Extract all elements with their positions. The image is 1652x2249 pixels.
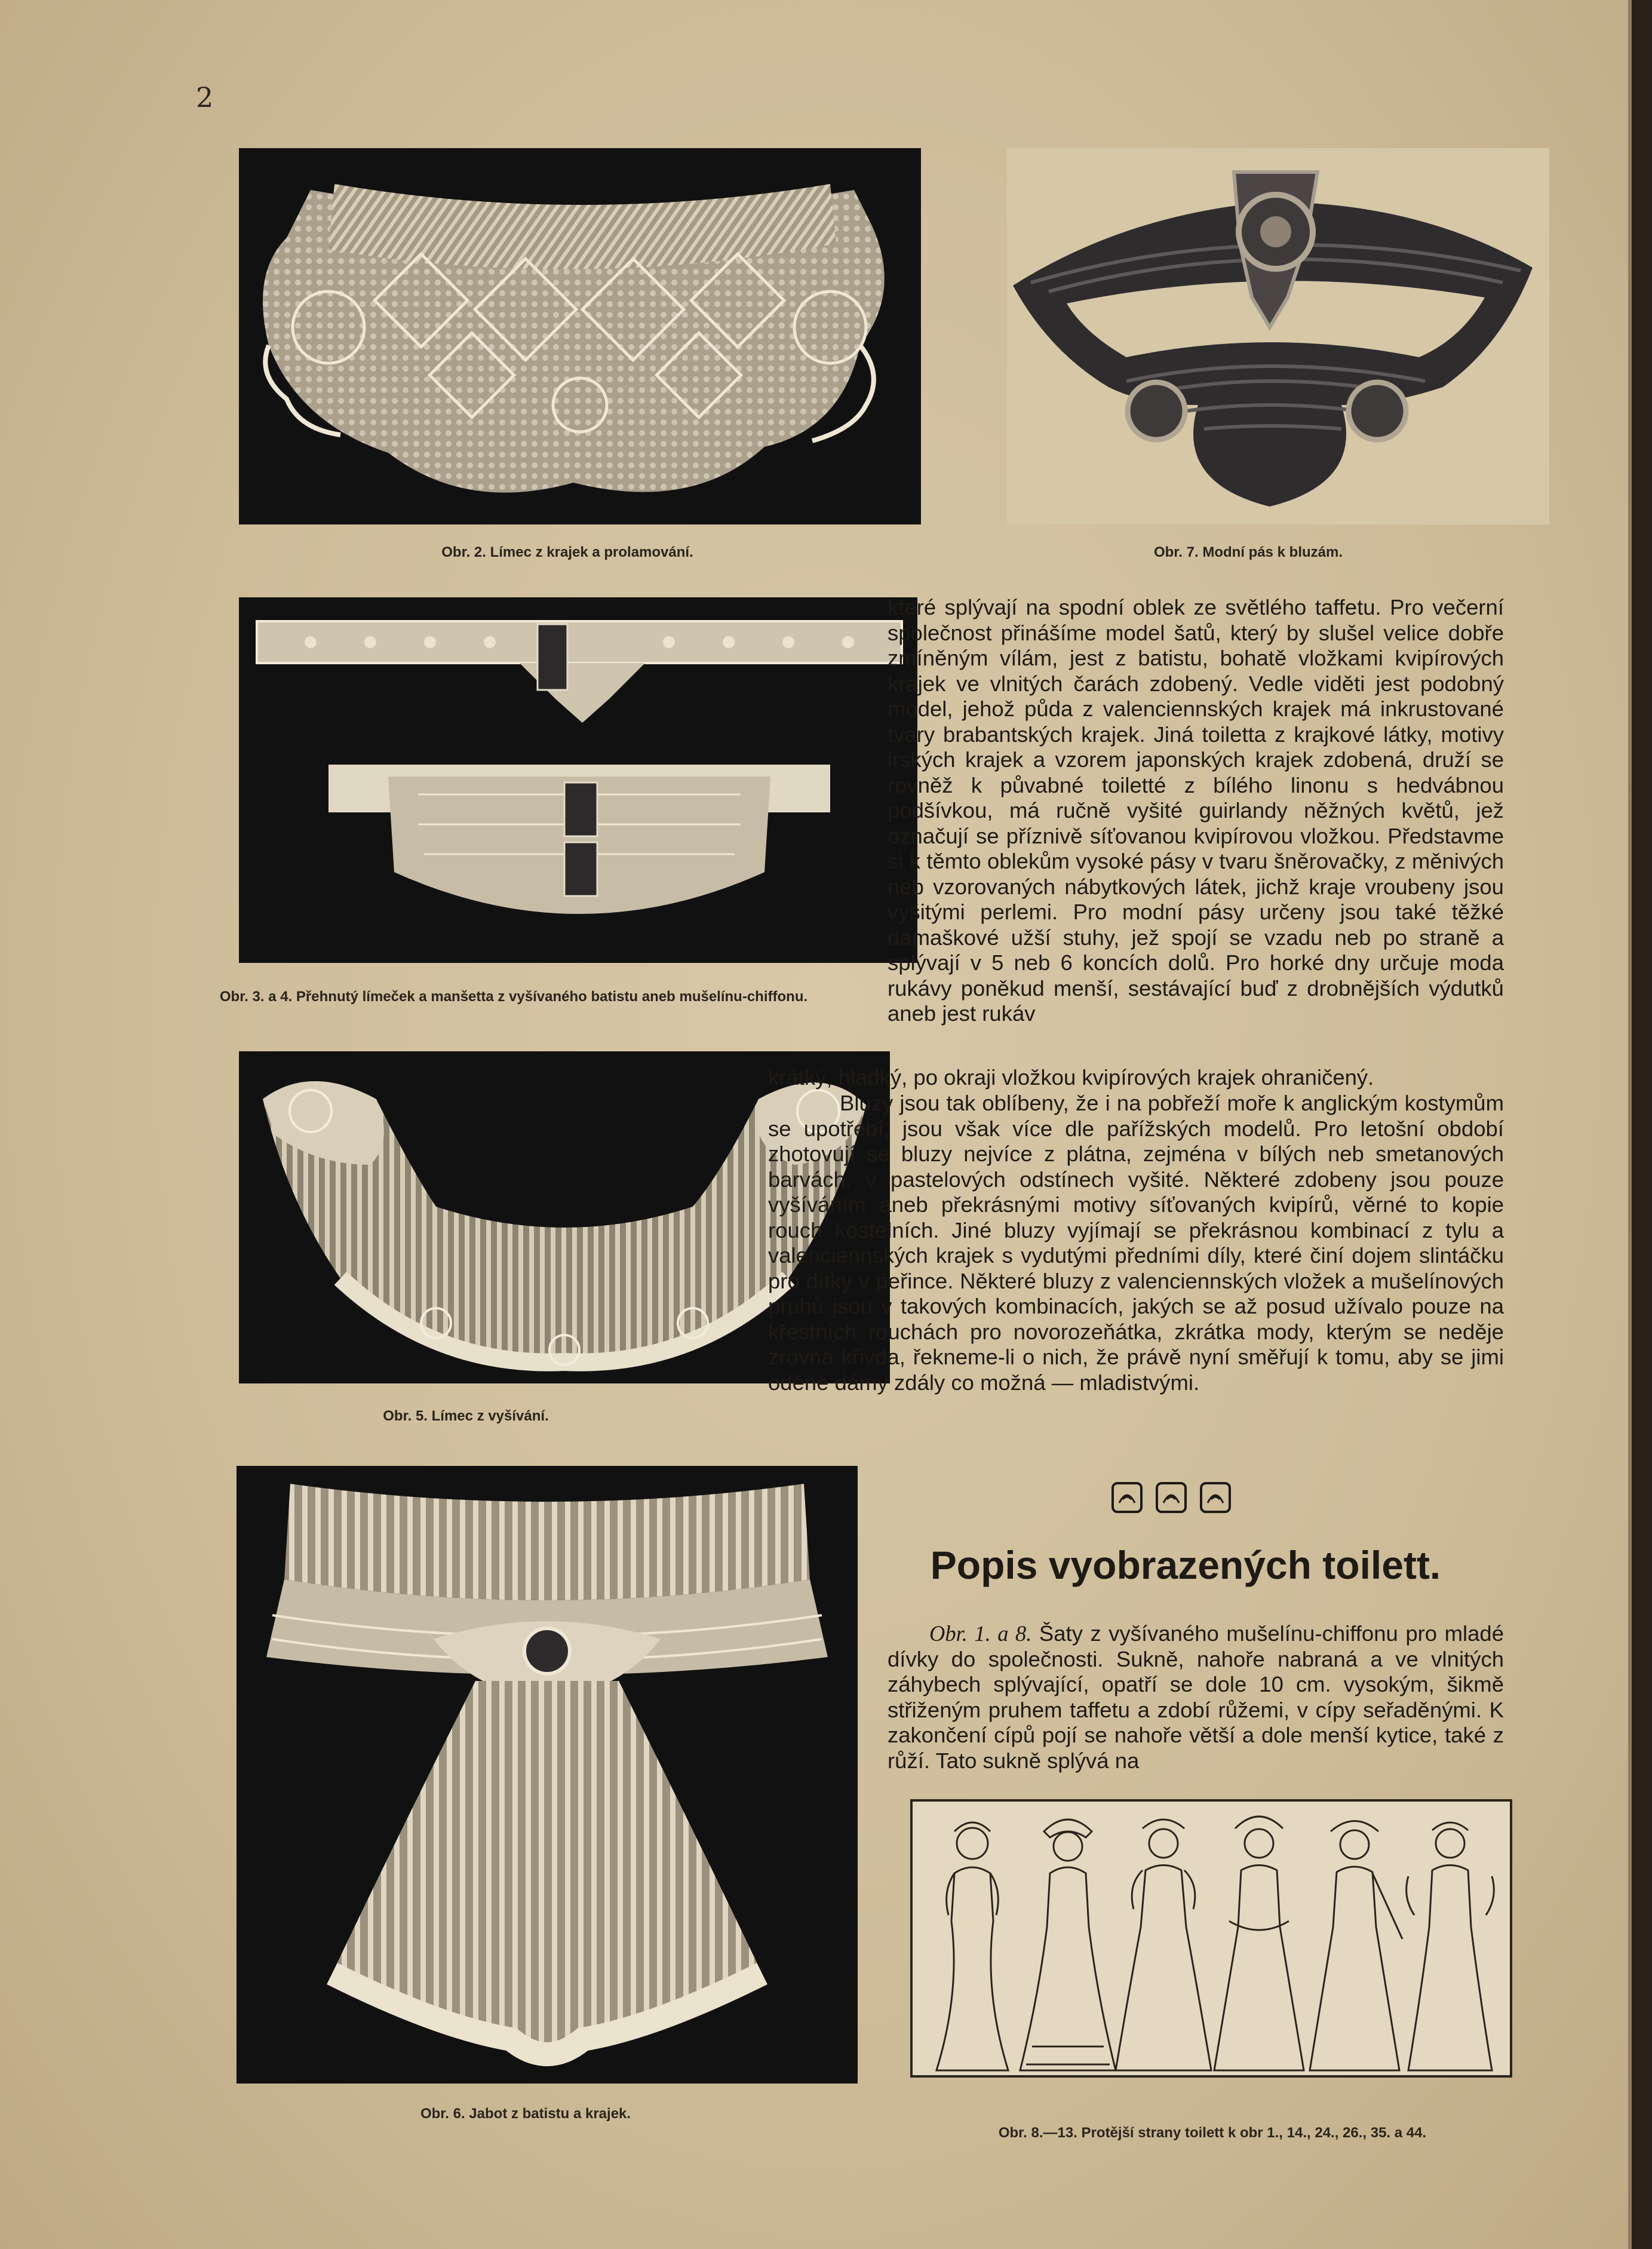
jabot-drawing [237,1466,858,2084]
section-description: Šaty z vyšívaného mušelínu-chiffonu pro mladé dívky do společnosti. Sukně, nahoře nabraná a ve vlnitých záhybech splývající, opatří se dole 10 cm. vysokým, šikmě střiženým pruhem taffetu a zdobí růžemi, v cípy seřaděnými. K zakončení cípů pojí se nahoře větší a dole menší kytice, také z růží. Tato sukně splývá na [888,1621,1504,1773]
caption-fig5: Obr. 5. Límec z vyšívání. [383,1408,549,1424]
belt-drawing [1007,148,1549,524]
ornament-row [1111,1481,1248,1515]
article-paragraph-2: Bluzy jsou tak oblíbeny, že i na pobřeží moře k anglickým kostymům se upotřebí, jsou však více dle pařížských modelů. Pro letošní období zhotovují se bluzy nejvíce z plátna, zejména v bílých neb smetanových barvách, v pastelových odstínech vyšité. Některé zdobeny jsou pouze vyšíváním aneb překrásnými motivy síťovaných kvipírů, věrné to kopie rouch kostelních. Jiné bluzy vyjímají se překrásnou kombinací z tylu a valenciennských krajek s vydutými předními díly, které činí dojem slintáčku pro dítky v peřince. Některé bluzy z valenciennských vložek a mušelínových pruhů jsou v takových kombinacích, jakých se až posud užívalo pouze na křestních rouchách pro novorozeňátka, zkrátka mody, kterým se neděje zrovna křivda, řekneme-li o nich, že právě nyní směřují k tomu, aby se jimi oděné dámy zdály co možná — mladistvými. [768,1091,1504,1395]
toilettes-drawing [913,1802,1510,2075]
article-wide-text: krátký, hladký, po okraji vložkou kvipírových krajek ohraničený. [768,1065,1374,1090]
caption-fig2: Obr. 2. Límec z krajek a prolamování. [441,544,693,560]
lace-collar-drawing [239,148,921,524]
caption-fig34: Obr. 3. a 4. Přehnutý límeček a manšetta z vyšívaného batistu aneb mušelínu-chiffonu. [219,989,808,1005]
ornament-icon [1199,1481,1232,1514]
caption-fig7: Obr. 7. Modní pás k bluzám. [1153,544,1343,560]
belt-photo [1007,148,1549,524]
section-figure-reference: Obr. 1. a 8. [929,1621,1032,1646]
collar-cuff-drawing [239,597,917,963]
page-number: 2 [196,81,214,113]
section-title: Popis vyobrazených toilett. [930,1543,1441,1587]
section-text [888,1621,1504,1774]
ornament-icon [1155,1481,1187,1514]
toilettes-illustration [910,1799,1512,2078]
page-edge-shadow [1632,0,1652,2249]
article-column-text: které splývají na spodní oblek ze světlého taffetu. Pro večerní společnost přinášíme model šatů, který by slušel velice dobře zmíněným vílám, jest z batistu, bohatě vložkami kvipírových krajek ve vlnitých čarách zdobený. Vedle viděti jest podobný model, jehož půda z valenciennských krajek má inkrustované tvary brabantských krajek. Jiná toiletta z krajkové látky, motivy irských krajek a vzorem japonských krajek zdobená, druží se rovněž k půvabné toiletté z bílého linonu s hedvábnou podšívkou, má ručně vyšité guirlandy něžných květů, jež označují se příznivě síťovanou kvipírovou vložkou. Představme si k těmto oblekům vysoké pásy v tvaru šněrovačky, z měnivých neb vzorovaných nábytkových látek, jichž kraje vroubeny jsou vyšitými perlemi. Pro modní pásy určeny jsou také těžké damaškové užší stuhy, jež spojí se vzadu neb po straně a splývají v 5 neb 6 koncích dolů. Pro horké dny určuje moda rukávy poněkud menší, sestávající buď z drobnějších výdutků aneb jest rukáv [888,595,1504,1026]
collar-cuff-photo [239,597,917,963]
caption-fig813: Obr. 8.—13. Protější strany toilett k obr 1., 14., 24., 26., 35. a 44. [998,2125,1427,2141]
jabot-photo [237,1466,858,2084]
lace-collar-photo [239,148,921,524]
caption-fig6: Obr. 6. Jabot z batistu a krajek. [420,2106,631,2122]
ornament-icon [1111,1481,1143,1514]
